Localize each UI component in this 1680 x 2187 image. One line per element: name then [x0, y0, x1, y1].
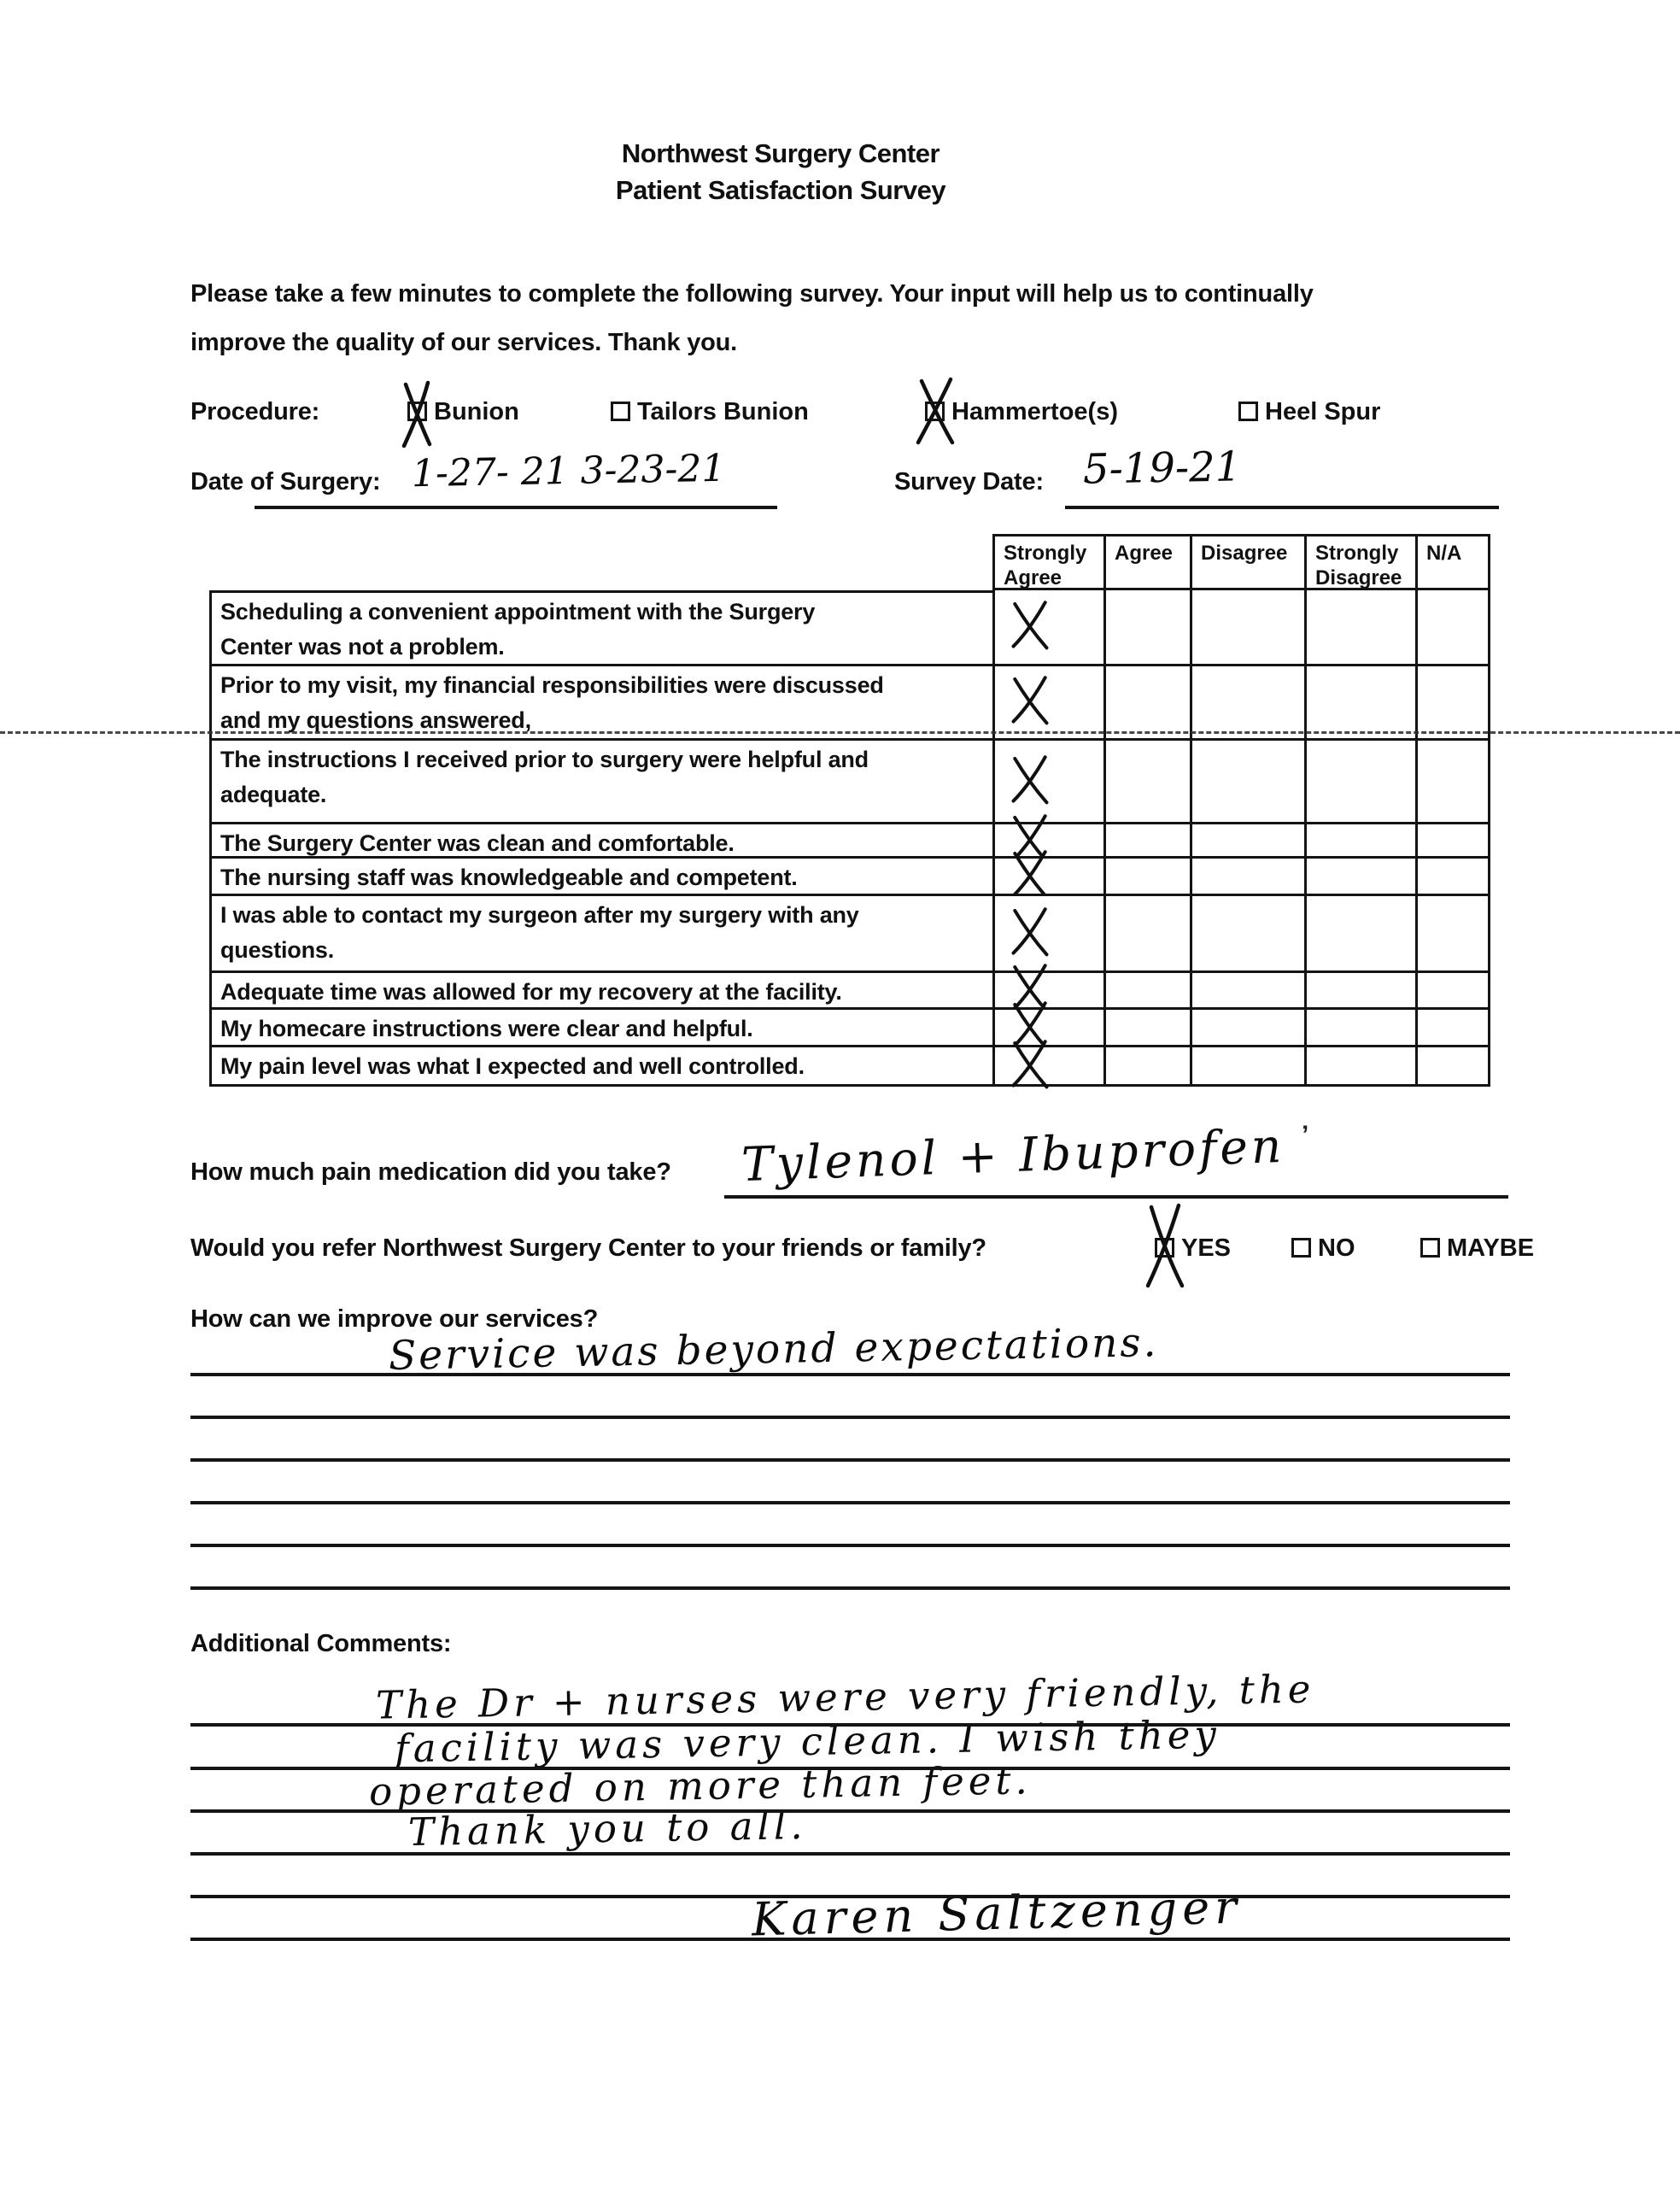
- date-of-surgery-value: 1-27- 21 3-23-21: [411, 446, 726, 496]
- improve-question-label: How can we improve our services?: [190, 1305, 599, 1333]
- comment-line: [190, 1852, 1510, 1856]
- answer-cell[interactable]: [1415, 859, 1490, 896]
- answer-cell[interactable]: [992, 1047, 1103, 1087]
- statement-clean-comfortable: The Surgery Center was clean and comfortable.: [209, 824, 992, 859]
- refer-option-no[interactable]: [1291, 1234, 1355, 1263]
- answer-cell[interactable]: [1415, 666, 1490, 741]
- pain-medication-label: How much pain medication did you take?: [190, 1158, 671, 1186]
- answer-cell[interactable]: [1304, 896, 1415, 973]
- comment-line: [190, 1938, 1510, 1941]
- x-mark: [1007, 847, 1053, 900]
- procedure-label: Procedure:: [190, 398, 320, 425]
- survey-date-value: 5-19-21: [1082, 443, 1242, 494]
- write-in-line: [190, 1544, 1510, 1547]
- survey-date-line: [1065, 506, 1499, 509]
- write-in-line: [190, 1416, 1510, 1419]
- x-mark: [1007, 598, 1053, 651]
- statement-nursing-staff: The nursing staff was knowledgeable and competent.: [209, 859, 992, 896]
- statement-instructions: The instructions I received prior to surgery were helpful and adequate.: [209, 741, 992, 824]
- x-mark: [1007, 752, 1053, 805]
- answer-cell[interactable]: [1103, 1047, 1190, 1087]
- answer-cell[interactable]: [1304, 1010, 1415, 1047]
- column-header-agree: Agree: [1103, 534, 1190, 590]
- scan-artifact-line: [0, 731, 1680, 734]
- date-of-surgery-line: [255, 506, 777, 509]
- refer-option-maybe[interactable]: [1420, 1234, 1534, 1263]
- answer-cell[interactable]: [1415, 590, 1490, 666]
- checkbox-bunion[interactable]: [407, 402, 427, 421]
- intro-text-line1: Please take a few minutes to complete the following survey. Your input will help us to continually: [190, 280, 1314, 308]
- page-title-line1: Northwest Surgery Center: [621, 138, 940, 168]
- improve-answer: Service was beyond expectations.: [388, 1319, 1159, 1380]
- procedure-option-heel-spur[interactable]: [1238, 398, 1380, 426]
- comment-line: [190, 1723, 1510, 1727]
- page-title-line2: Patient Satisfaction Survey: [615, 175, 946, 205]
- answer-cell[interactable]: [1304, 824, 1415, 859]
- answer-cell[interactable]: [1304, 859, 1415, 896]
- answer-cell[interactable]: [1103, 1010, 1190, 1047]
- answer-cell[interactable]: [1415, 741, 1490, 824]
- procedure-option-bunion[interactable]: [407, 398, 519, 426]
- refer-option-yes[interactable]: [1155, 1234, 1231, 1263]
- additional-comments-label: Additional Comments:: [190, 1630, 452, 1657]
- answer-cell[interactable]: [992, 590, 1103, 666]
- answer-cell[interactable]: [1190, 973, 1304, 1010]
- write-in-line: [190, 1458, 1510, 1462]
- answer-cell[interactable]: [1103, 824, 1190, 859]
- checkbox-bunion-label: Bunion: [434, 398, 519, 425]
- answer-cell[interactable]: [1304, 741, 1415, 824]
- comment-line: [190, 1767, 1510, 1770]
- statement-recovery-time: Adequate time was allowed for my recovery at the facility.: [209, 973, 992, 1010]
- page-title: [593, 135, 969, 208]
- x-mark: [1007, 904, 1053, 957]
- checkbox-hammertoes[interactable]: [925, 402, 945, 421]
- checkbox-tailors-bunion[interactable]: [611, 402, 630, 421]
- statement-contact-surgeon: I was able to contact my surgeon after my surgery with any questions.: [209, 896, 992, 973]
- answer-cell[interactable]: [1304, 590, 1415, 666]
- answer-cell[interactable]: [1415, 1047, 1490, 1087]
- column-header-na: N/A: [1415, 534, 1490, 590]
- checkbox-no[interactable]: [1291, 1238, 1311, 1258]
- checkbox-hammertoes-label: Hammertoe(s): [951, 398, 1118, 425]
- statement-scheduling: Scheduling a convenient appointment with the Surgery Center was not a problem.: [209, 590, 992, 666]
- answer-cell[interactable]: [1103, 973, 1190, 1010]
- answer-cell[interactable]: [1103, 896, 1190, 973]
- answer-cell[interactable]: [1190, 859, 1304, 896]
- answer-cell[interactable]: [992, 859, 1103, 896]
- answer-cell[interactable]: [1304, 666, 1415, 741]
- column-header-strongly-disagree: Strongly Disagree: [1304, 534, 1415, 590]
- x-mark: [1007, 1036, 1053, 1089]
- comment-line: [190, 1809, 1510, 1813]
- checkbox-tailors-bunion-label: Tailors Bunion: [637, 398, 809, 425]
- write-in-line: [190, 1586, 1510, 1590]
- comment-line: [190, 1895, 1510, 1898]
- column-header-disagree: Disagree: [1190, 534, 1304, 590]
- answer-cell[interactable]: [992, 666, 1103, 741]
- answer-cell[interactable]: [1103, 666, 1190, 741]
- checkbox-heel-spur-label: Heel Spur: [1265, 398, 1381, 425]
- refer-question-label: Would you refer Northwest Surgery Center to your friends or family?: [190, 1234, 986, 1262]
- checkbox-yes-label: YES: [1181, 1234, 1232, 1262]
- procedure-option-hammertoes[interactable]: [925, 398, 1118, 426]
- write-in-line: [190, 1501, 1510, 1504]
- date-of-surgery-label: Date of Surgery:: [190, 468, 381, 495]
- comment-line-text: operated on more than feet.: [368, 1757, 1033, 1815]
- checkbox-no-label: NO: [1318, 1234, 1355, 1262]
- checkbox-yes[interactable]: [1155, 1238, 1174, 1258]
- answer-cell[interactable]: [1190, 1047, 1304, 1087]
- statement-pain-level: My pain level was what I expected and well controlled.: [209, 1047, 992, 1087]
- scan-speck: ’: [1302, 1121, 1309, 1149]
- answer-cell[interactable]: [1304, 1047, 1415, 1087]
- answer-cell[interactable]: [1415, 824, 1490, 859]
- answer-cell[interactable]: [1190, 896, 1304, 973]
- checkbox-maybe-label: MAYBE: [1447, 1234, 1535, 1262]
- answer-cell[interactable]: [1103, 741, 1190, 824]
- answer-cell[interactable]: [1304, 973, 1415, 1010]
- answer-cell[interactable]: [1415, 973, 1490, 1010]
- answer-cell[interactable]: [1190, 741, 1304, 824]
- answer-cell[interactable]: [1190, 666, 1304, 741]
- intro-text-line2: improve the quality of our services. Thank you.: [190, 329, 738, 356]
- comment-line-text: facility was very clean. I wish they: [394, 1711, 1221, 1772]
- write-in-line: [190, 1373, 1510, 1376]
- procedure-option-tailors-bunion[interactable]: [611, 398, 809, 426]
- pain-medication-line: [724, 1195, 1508, 1199]
- statement-homecare: My homecare instructions were clear and helpful.: [209, 1010, 992, 1047]
- column-header-strongly-agree: Strongly Agree: [992, 534, 1103, 590]
- checkbox-heel-spur[interactable]: [1238, 402, 1258, 421]
- answer-cell[interactable]: [1190, 590, 1304, 666]
- answer-cell[interactable]: [1415, 1010, 1490, 1047]
- comment-line-text: Thank you to all.: [407, 1802, 808, 1856]
- comment-line-text: The Dr + nurses were very friendly, the: [375, 1666, 1315, 1728]
- answer-cell[interactable]: [1103, 859, 1190, 896]
- statement-financial: Prior to my visit, my financial responsibilities were discussed and my questions answered,: [209, 666, 992, 741]
- pain-medication-answer: Tylenol + Ibuprofen: [740, 1117, 1286, 1193]
- answer-cell[interactable]: [1190, 1010, 1304, 1047]
- ratings-table: [209, 534, 1490, 1087]
- checkbox-maybe[interactable]: [1420, 1238, 1440, 1258]
- answer-cell[interactable]: [1103, 590, 1190, 666]
- x-mark: [1007, 673, 1053, 726]
- answer-cell[interactable]: [1415, 896, 1490, 973]
- survey-date-label: Survey Date:: [894, 468, 1044, 495]
- table-header-spacer: [209, 534, 992, 590]
- signature: Karen Saltzenger: [751, 1879, 1243, 1947]
- answer-cell[interactable]: [1190, 824, 1304, 859]
